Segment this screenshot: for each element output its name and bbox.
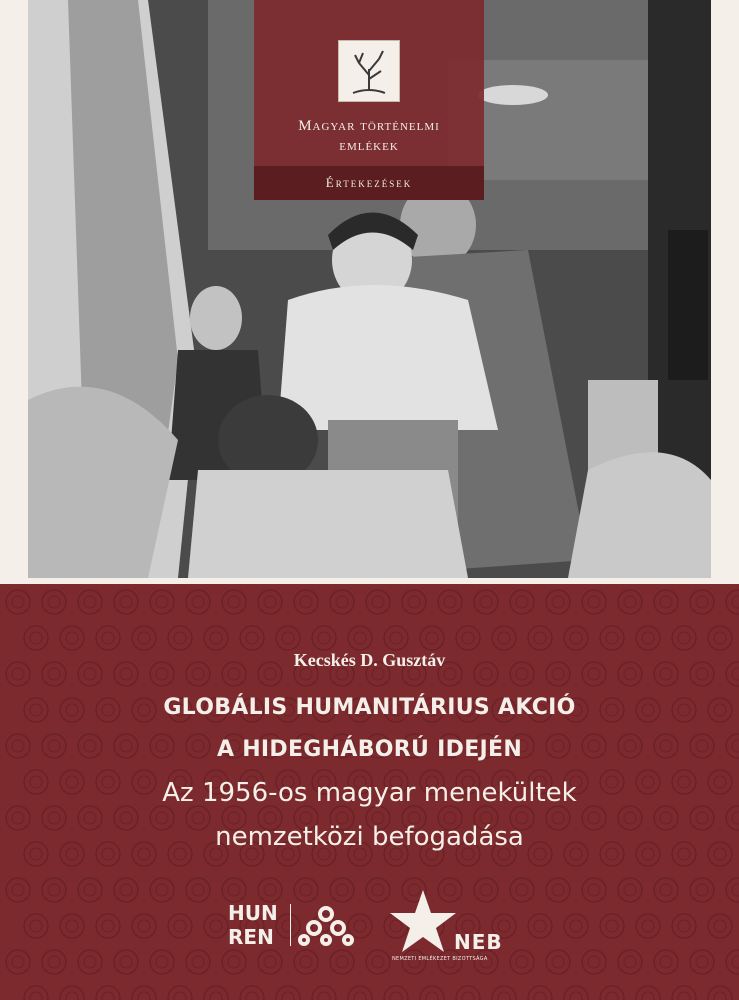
tree-logo-icon <box>338 40 400 102</box>
star-icon <box>388 888 458 954</box>
series-title <box>254 116 484 156</box>
neb-logo <box>388 888 518 968</box>
hun-text: HUN <box>228 901 278 925</box>
neb-full-name: NEMZETI EMLÉKEZET BIZOTTSÁGA <box>392 956 488 962</box>
cover-right-margin <box>711 0 739 584</box>
author-name: Kecskés D. Gusztáv <box>293 650 446 670</box>
book-title-line2: A HIDEGHÁBORÚ IDEJÉN <box>216 737 523 762</box>
neb-text: NEB <box>454 930 503 954</box>
book-subtitle-line2: nemzetközi befogadása <box>215 822 524 852</box>
series-title-line2: emlékek <box>339 138 399 154</box>
hunren-separator <box>290 904 291 946</box>
series-badge <box>254 0 484 200</box>
book-subtitle-line1: Az 1956-os magyar menekültek <box>162 778 577 808</box>
series-subtitle <box>254 166 484 200</box>
series-title-line1: Magyar történelmi <box>298 118 440 134</box>
cover-left-margin <box>0 0 28 584</box>
book-title-line1: GLOBÁLIS HUMANITÁRIUS AKCIÓ <box>163 695 576 720</box>
hunren-dots-icon <box>298 904 354 948</box>
ren-text: REN <box>228 925 274 949</box>
hunren-logo <box>228 900 358 952</box>
series-subtitle-label: Értekezések <box>325 175 413 190</box>
